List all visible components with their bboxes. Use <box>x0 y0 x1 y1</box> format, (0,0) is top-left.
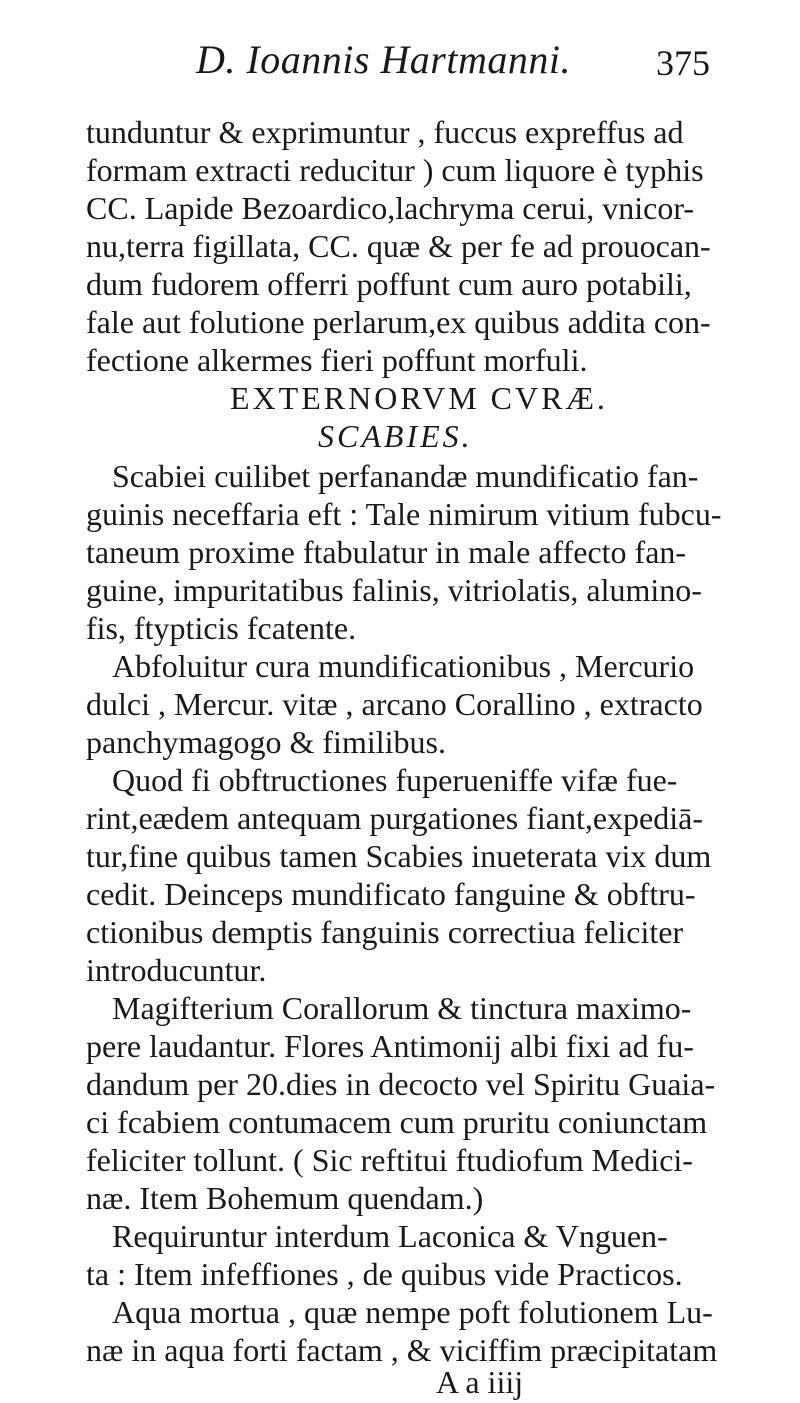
text-line: ctionibus demptis fanguinis correctiua feliciter <box>86 914 684 950</box>
text-line: ta : Item infeffiones , de quibus vide Practicos. <box>86 1256 683 1292</box>
text-line: nu,terra figillata, CC. quæ & per fe ad prouocan- <box>86 228 711 264</box>
page-header <box>0 36 800 96</box>
text-line: ci fcabiem contumacem cum pruritu coniunctam <box>86 1104 708 1140</box>
text-line: introducuntur. <box>86 952 267 988</box>
text-line: pere laudantur. Flores Antimonij albi fixi ad fu- <box>86 1028 694 1064</box>
text-line: dum fudorem offerri poffunt cum auro potabili, <box>86 266 692 302</box>
text-line: rint,eædem antequam purgationes fiant,expediā- <box>86 800 703 836</box>
text-line: guinis neceffaria eft : Tale nimirum vitium fubcu- <box>86 496 722 532</box>
text-line: formam extracti reducitur ) cum liquore è typhis <box>86 152 704 188</box>
subsection-heading: SCABIES. <box>318 418 473 454</box>
text-line: tunduntur & exprimuntur , fuccus expreffus ad <box>86 114 684 150</box>
text-line: Quod fi obftructiones fuperueniffe vifæ fue- <box>112 762 678 798</box>
text-line: tur,fine quibus tamen Scabies inueterata vix dum <box>86 838 712 874</box>
text-line: dulci , Mercur. vitæ , arcano Corallino , extracto <box>86 686 703 722</box>
text-line: dandum per 20.dies in decocto vel Spiritu Guaia- <box>86 1066 716 1102</box>
text-line: CC. Lapide Bezoardico,lachryma cerui, vnicor- <box>86 190 694 226</box>
text-line: cedit. Deinceps mundificato fanguine & obftru- <box>86 876 696 912</box>
text-line: panchymagogo & fimilibus. <box>86 724 446 760</box>
text-line: Magifterium Corallorum & tinctura maximo- <box>112 990 692 1026</box>
text-line: taneum proxime ftabulatur in male affecto fan- <box>86 534 687 570</box>
text-line: næ in aqua forti factam , & viciffim præcipitatam <box>86 1332 718 1368</box>
text-line: guine, impuritatibus falinis, vitriolatis, alumino- <box>86 572 702 608</box>
text-line: fis, ftypticis fcatente. <box>86 610 357 646</box>
text-line: feliciter tollunt. ( Sic reftitui ftudiofum Medici- <box>86 1142 693 1178</box>
text-line: næ. Item Bohemum quendam.) <box>86 1180 484 1216</box>
text-line: fale aut folutione perlarum,ex quibus addita con- <box>86 304 711 340</box>
text-line: Requiruntur interdum Laconica & Vnguen- <box>112 1218 668 1254</box>
page-number: 375 <box>656 43 710 83</box>
text-line: Scabiei cuilibet perfanandæ mundificatio fan- <box>112 458 699 494</box>
running-head: D. Ioannis Hartmanni. <box>196 37 571 82</box>
section-heading: EXTERNORVM CVRÆ. <box>230 380 608 416</box>
text-line: Abfoluitur cura mundificationibus , Mercurio <box>112 648 695 684</box>
text-line: Aqua mortua , quæ nempe poft folutionem Lu- <box>112 1294 713 1330</box>
signature-mark: A a iiij <box>436 1364 524 1400</box>
text-line: fectione alkermes fieri poffunt morfuli. <box>86 342 588 378</box>
